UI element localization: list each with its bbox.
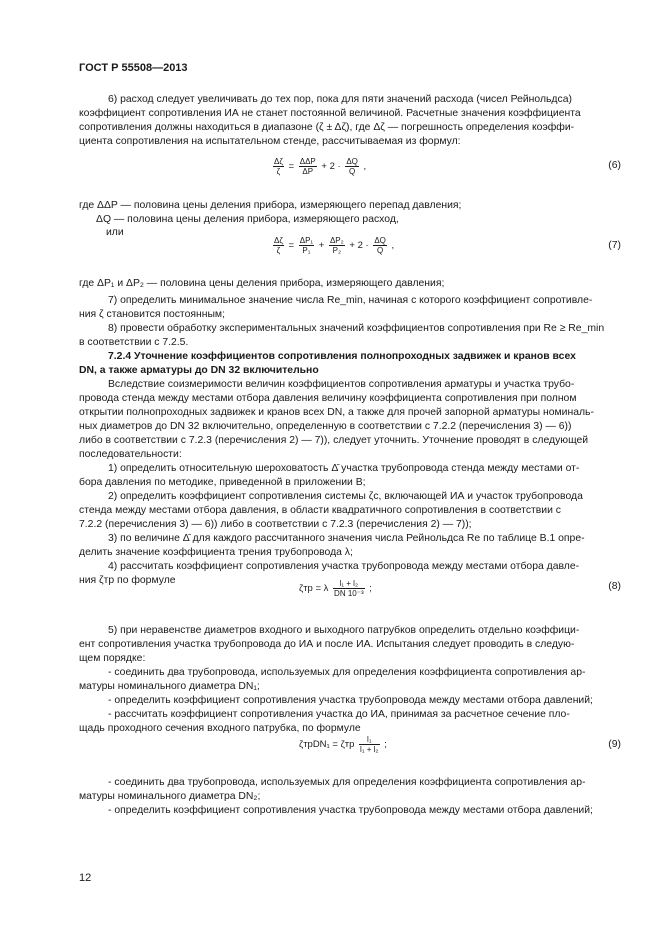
text-line: бора давления по методике, приведенной в приложении В; <box>79 477 366 488</box>
text-line: 2) определить коэффициент сопротивления системы ζс, включающей ИА и участок трубопровода <box>108 491 583 502</box>
text-line: где ΔΔP — половина цены деления прибора, измеряющего перепад давления; <box>79 200 462 211</box>
text-line: стенда между местами отбора давления, в области квадратичного сопротивления в соответствии с <box>79 505 561 516</box>
text-line: - определить коэффициент сопротивления участка трубопровода между местами отбора давлений; <box>108 805 593 816</box>
text-line: ных диаметров до DN 32 включительно, определенную в соответствии с 7.2.2 (перечисления 3) — 6)) <box>79 421 572 432</box>
equation-number-8: (8) <box>608 581 621 592</box>
text-line: щадь проходного сечения входного патрубка, по формуле <box>79 723 361 734</box>
formula-6: $\frac{\Delta\zeta}{\zeta}$ = $\frac{\text{ΔΔP}}{\Delta P}$ + 2 · $\frac{\Delta Q}{Q}$ , <box>274 157 367 176</box>
text-line: матуры номинального диаметра DN₂; <box>79 791 261 802</box>
text-line: где ΔP₁ и ΔP₂ — половина цены деления прибора, измеряющего давления; <box>79 278 445 289</box>
text-line: коэффициент сопротивления ИА не станет постоянной величиной. Расчетные значения коэффициента <box>79 108 581 119</box>
text-line: 1) определить относительную шероховатость Δ̄ участка трубопровода стенда между местами от- <box>108 463 580 474</box>
text-line: либо в соответствии с 7.2.3 (перечисления 2) — 7)), следует уточнить. Уточнение проводят в следующей <box>79 435 589 446</box>
text-line: - соединить два трубопровода, используемых для определения коэффициента сопротивления ар- <box>108 667 586 678</box>
text-line: 7.2.2 (перечисления 3) — 6)) либо в соответствии с 7.2.3 (перечисления 2) — 7)); <box>79 519 472 530</box>
text-line: Вследствие соизмеримости величин коэффициентов сопротивления арматуры и участка трубо- <box>108 379 575 390</box>
formula-9: ζтрDN₁ = ζтр $\frac{\text{l₁}}{\text{l₁ + l₂}}$ ; <box>299 735 387 754</box>
text-line: открытии полнопроходных задвижек и кранов всех DN, а также для прочей запорной арматуры номиналь- <box>79 407 594 418</box>
document-header: ГОСТ Р 55508—2013 <box>79 62 188 74</box>
text-line: 6) расход следует увеличивать до тех пор, пока для пяти значений расхода (чисел Рейнольдса) <box>108 94 572 105</box>
text-line: - соединить два трубопровода, используемых для определения коэффициента сопротивления ар- <box>108 777 586 788</box>
text-line: ΔQ — половина цены деления прибора, измеряющего расход, <box>96 214 399 225</box>
text-line: сопротивления должны находиться в диапазоне (ζ ± Δζ), где Δζ — погрешность определения коэффи- <box>79 122 575 133</box>
text-line: последовательности: <box>79 449 182 460</box>
text-line: 3) по величине Δ̄ для каждого рассчитанного значения числа Рейнольдса Re по таблице В.1 опре- <box>108 533 585 544</box>
text-line: 7.2.4 Уточнение коэффициентов сопротивления полнопроходных задвижек и кранов всех <box>108 351 576 362</box>
text-line: ния ζтр по формуле <box>79 575 176 586</box>
text-line: 4) рассчитать коэффициент сопротивления участка трубопровода между местами отбора давле- <box>108 561 580 572</box>
text-line: щем порядке: <box>79 653 146 664</box>
page-number: 12 <box>79 872 92 884</box>
text-line: 8) провести обработку экспериментальных значений коэффициентов сопротивления при Re ≥ Re_min <box>108 323 605 334</box>
text-line: циента сопротивления на испытательном стенде, рассчитываемая из формул: <box>79 136 461 147</box>
text-line: ент сопротивления участка трубопровода до ИА и после ИА. Испытания следует проводить в следую- <box>79 639 575 650</box>
text-line: ния ζ становится постоянным; <box>79 309 225 320</box>
text-line: провода стенда между местами отбора давления величину коэффициента сопротивления при полном <box>79 393 577 404</box>
text-line: - рассчитать коэффициент сопротивления участка до ИА, принимая за расчетное сечение пло- <box>108 709 570 720</box>
text-line: делить значение коэффициента трения трубопровода λ; <box>79 547 353 558</box>
equation-number-6: (6) <box>608 160 621 171</box>
text-line: DN, а также арматуры до DN 32 включительно <box>79 365 319 376</box>
text-line: матуры номинального диаметра DN₁; <box>79 681 260 692</box>
formula-7: $\frac{\Delta\zeta}{\zeta}$ = $\frac{\text{ΔP₁}}{\text{P₁}}$ + $\frac{\text{ΔP₂}}{\text{P₂}}$ + 2 · $\frac{\Delta Q}{Q}$ , <box>274 236 395 255</box>
text-line: 7) определить минимальное значение числа Re_min, начиная с которого коэффициент сопротивле- <box>108 295 593 306</box>
text-line: 5) при неравенстве диаметров входного и выходного патрубков определить отдельно коэффици- <box>108 625 580 636</box>
text-line: в соответствии с 7.2.5. <box>79 337 189 348</box>
text-line: или <box>106 227 124 238</box>
equation-number-9: (9) <box>608 739 621 750</box>
text-line: - определить коэффициент сопротивления участка трубопровода между местами отбора давлений; <box>108 695 593 706</box>
formula-8: ζтр = λ $\frac{\text{l₁ + l₂}}{\text{DN 10⁻³}}$ ; <box>299 579 372 598</box>
equation-number-7: (7) <box>608 240 621 251</box>
